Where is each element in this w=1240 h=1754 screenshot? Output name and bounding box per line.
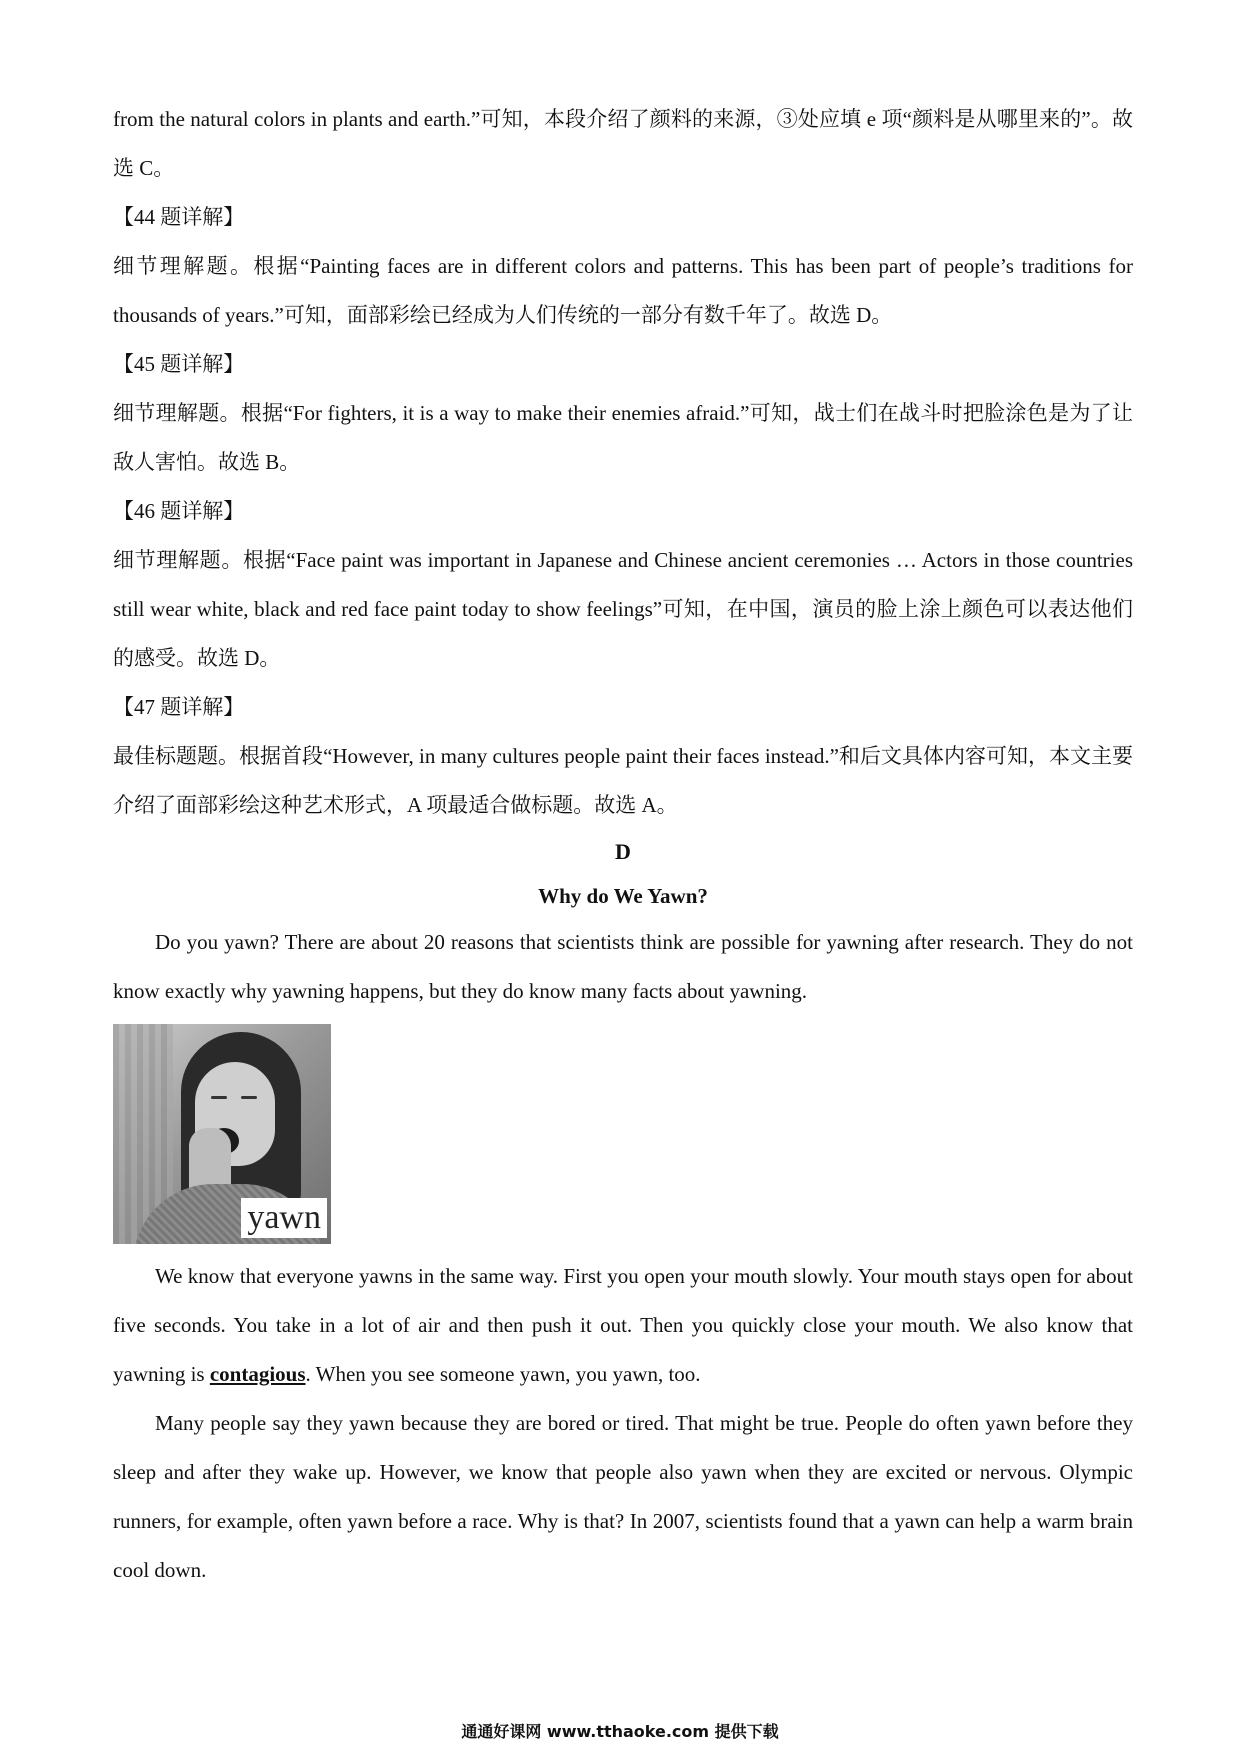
document-page <box>113 95 1133 1595</box>
question-44-heading: 【44 题详解】 <box>113 205 245 229</box>
paragraph-2-text-start: We know that everyone yawns in the same way. First you open your mouth slowly. Your mouth stays open for about five seconds. You take in a lot of air and then push it out. Then you quickly close your mouth. We also know that yawning is <box>113 1264 1133 1386</box>
page-footer: 通通好课网 www.tthaoke.com 提供下载 <box>461 1722 779 1741</box>
question-46-heading: 【46 题详解】 <box>113 499 245 523</box>
question-46-explanation: 细节理解题。根据“Face paint was important in Japanese and Chinese ancient ceremonies … Actors in those countries still wear white, black and red face paint today to show feelings”可知，在中国，演员的脸上涂上颜色可以表达他们的感受。故选 D。 <box>113 548 1133 670</box>
paragraph-2-text-end: . When you see someone yawn, you yawn, too. <box>305 1362 701 1386</box>
eye-left <box>211 1096 227 1099</box>
eye-right <box>241 1096 257 1099</box>
question-44-explanation: 细节理解题。根据“Painting faces are in different colors and patterns. This has been part of people’s traditions for thousands of years.”可知，面部彩绘已经成为人们传统的一部分有数千年了。故选 D。 <box>113 254 1133 327</box>
question-45-explanation: 细节理解题。根据“For fighters, it is a way to make their enemies afraid.”可知，战士们在战斗时把脸涂色是为了让敌人害怕。故选 B。 <box>113 401 1133 474</box>
section-letter: D <box>615 839 631 864</box>
passage-paragraph-3: Many people say they yawn because they are bored or tired. That might be true. People do often yawn before they sleep and after they wake up. However, we know that people also yawn when they are excited or nervous. Olympic runners, for example, often yawn before a race. Why is that? In 2007, scientists found that a yawn can help a warm brain cool down. <box>113 1411 1133 1582</box>
yawning-woman-image <box>113 1024 331 1244</box>
question-45-heading: 【45 题详解】 <box>113 352 245 376</box>
question-47-heading: 【47 题详解】 <box>113 695 245 719</box>
passage-paragraph-2 <box>113 1252 1133 1399</box>
continuation-paragraph: from the natural colors in plants and earth.”可知，本段介绍了颜料的来源，③处应填 e 项“颜料是从哪里来的”。故选 C。 <box>113 107 1133 180</box>
passage-title: Why do We Yawn? <box>538 884 708 908</box>
passage-paragraph-1: Do you yawn? There are about 20 reasons that scientists think are possible for yawning after research. They do not know exactly why yawning happens, but they do know many facts about yawning. <box>113 930 1133 1003</box>
question-47-explanation: 最佳标题题。根据首段“However, in many cultures people paint their faces instead.”和后文具体内容可知，本文主要介绍了面部彩绘这种艺术形式，A 项最适合做标题。故选 A。 <box>113 744 1133 817</box>
image-caption-label: yawn <box>241 1198 327 1238</box>
keyword-underlined: contagious <box>209 1362 306 1386</box>
